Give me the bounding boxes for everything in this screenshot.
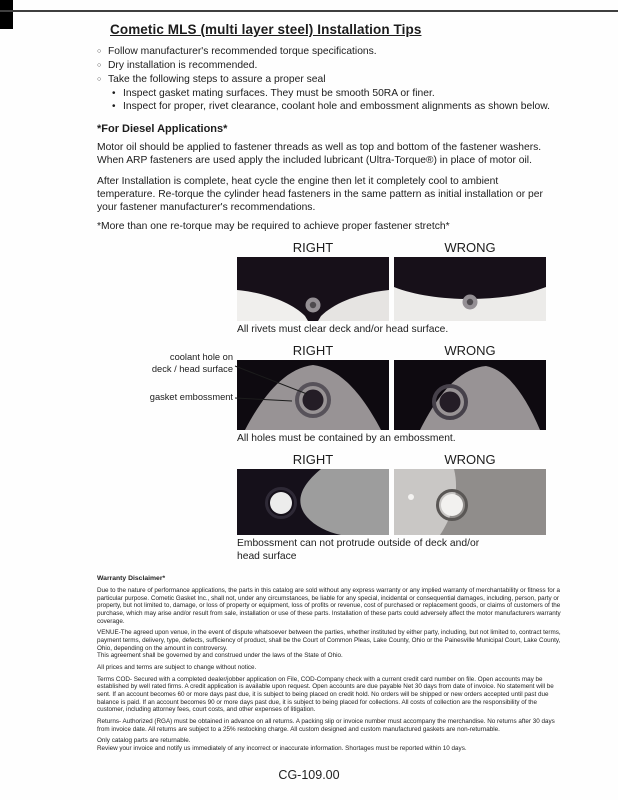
list-item [112, 101, 562, 114]
disclaimer-paragraph: Review your invoice and notify us immediately of any incorrect or inaccurate information. Shortages must be reported within 10 days. [97, 745, 467, 753]
figure-caption: All holes must be contained by an embossment. [237, 433, 456, 445]
figure-images [237, 360, 562, 430]
right-label: RIGHT [292, 240, 334, 256]
installation-tips-list [97, 46, 562, 114]
protrusion-right-image [237, 469, 389, 535]
tip-text: Inspect gasket mating surfaces. They must be smooth 50RA or finer. [123, 87, 435, 99]
rivet-wrong-image [394, 257, 546, 321]
disclaimer-paragraph: VENUE-The agreed upon venue, in the event of dispute whatsoever between the parties, whether instituted by either party, including, but not limited to, contract terms, payment terms, delivery, type, defects, sufficiency of product, shall be the Court of Common Pleas, Lake County, Ohio or the Painesville Municipal Court, Lake County, Ohio, depending on the amount in controversy. [97, 629, 561, 652]
catalog-page-number: CG-109.00 [278, 768, 340, 782]
page-title: Cometic MLS (multi layer steel) Installation Tips [110, 22, 422, 37]
dot-bullet-icon [112, 88, 123, 101]
figure-labels [237, 241, 562, 255]
wrong-label: WRONG [444, 451, 496, 467]
wrong-label: WRONG [444, 343, 496, 359]
document-content [97, 22, 562, 571]
disclaimer-paragraph: Only catalog parts are returnable. [97, 737, 191, 745]
figure-hole-embossment [97, 344, 562, 446]
protrusion-wrong-image [394, 469, 546, 535]
callout-text: deck / head surface [151, 363, 233, 374]
page-top-border [0, 10, 618, 12]
right-label: RIGHT [292, 451, 334, 467]
callout-text: gasket embossment [149, 392, 233, 403]
wrong-label: WRONG [444, 240, 496, 256]
figure-embossment-protrusion [97, 453, 562, 564]
rivet-right-image [237, 257, 389, 321]
retorque-note: *More than one re-torque may be required to achieve proper fastener stretch* [97, 221, 450, 233]
tip-text: Follow manufacturer's recommended torque specifications. [108, 46, 377, 57]
tip-text: Dry installation is recommended. [108, 59, 258, 71]
diesel-paragraph-2: After Installation is complete, heat cycle the engine then let it completely cool to ambient temperature. Re-torque the cylinder head fasteners in the same pattern as initial installation or per your fastener manufacturer's recommendations. [97, 175, 543, 213]
disclaimer-paragraph: This agreement shall be governed by and construed under the laws of the State of Ohio. [97, 652, 343, 660]
callout-gasket-embossment [111, 392, 233, 404]
sub-tips-list [112, 88, 562, 115]
disclaimer-paragraph: Due to the nature of performance applications, the parts in this catalog are sold without any express warranty or any implied warranty of merchantability or fitness for a particular purpose. Cometic Gasket Inc., shall not, under any circumstances, be liable for any special, incidental or consequential damages, including, person, party or property, but not limited to, damage, or loss of property or equipment, loss of profits or revenue, cost of purchased or replacement goods, or claims of customers of the purchase, which may arise and/or result from sale, installation or use of these parts. Installation of these parts could adversely affect the motor manufacturers warranty coverage. [97, 587, 561, 625]
callout-coolant-hole [111, 352, 233, 375]
figure-images [237, 469, 562, 535]
figure-labels [237, 344, 562, 358]
circle-bullet-icon [97, 60, 108, 73]
figure-caption: All rivets must clear deck and/or head surface. [237, 324, 449, 336]
figure-images [237, 257, 562, 321]
list-item [97, 74, 562, 87]
figure-caption: Embossment can not protrude outside of deck and/or head surface [237, 537, 480, 562]
disclaimer-paragraph: Returns- Authorized (RGA) must be obtained in advance on all returns. A packing slip or invoice number must accompany the merchandise. No returns after 30 days from invoice date. All returns are subject to a 25% restocking charge. All custom designed and custom manufactured gaskets are non-returnable. [97, 718, 555, 733]
circle-bullet-icon [97, 74, 108, 87]
figure-rivet-clearance [97, 241, 562, 337]
embossment-wrong-image [394, 360, 546, 430]
disclaimer-paragraph: All prices and terms are subject to change without notice. [97, 664, 257, 672]
circle-bullet-icon [97, 46, 108, 59]
diesel-applications-heading: *For Diesel Applications* [97, 123, 228, 136]
right-label: RIGHT [292, 343, 334, 359]
disclaimer-paragraph: Terms COD- Secured with a completed dealer/jobber application on File, COD-Company check with a current credit card number on file. Open accounts may be established by well rated firms. A credit application is available upon request. Open accounts are due payable Net 30 days from date of invoice. No statement will be sent. If an account becomes 60 or more days past due, it is subject to being placed on credit hold. No orders will be shipped or new orders accepted until past due balance is paid. If an account becomes 90 or more days past due, it is subject to being placed for collections. All costs of collection are the responsibility of the customer, including attorney fees, court costs, and other expenses of litigation. [97, 675, 554, 714]
list-item [112, 88, 562, 101]
diesel-paragraph-1: Motor oil should be applied to fastener threads as well as top and bottom of the fastener washers. When ARP fasteners are used apply the included lubricant (Ultra-Torque®) in place of motor oil. [97, 142, 542, 167]
list-item [97, 46, 562, 59]
warranty-disclaimer [97, 575, 561, 757]
list-item [97, 60, 562, 73]
scan-corner-mark [0, 0, 13, 29]
callout-text: coolant hole on [169, 352, 233, 363]
tip-text: Inspect for proper, rivet clearance, coolant hole and embossment alignments as shown below. [123, 101, 550, 113]
dot-bullet-icon [112, 101, 123, 114]
figure-labels [237, 453, 562, 467]
disclaimer-heading: Warranty Disclaimer* [97, 575, 166, 582]
embossment-right-image [237, 360, 389, 430]
tip-text: Take the following steps to assure a proper seal [108, 73, 326, 85]
